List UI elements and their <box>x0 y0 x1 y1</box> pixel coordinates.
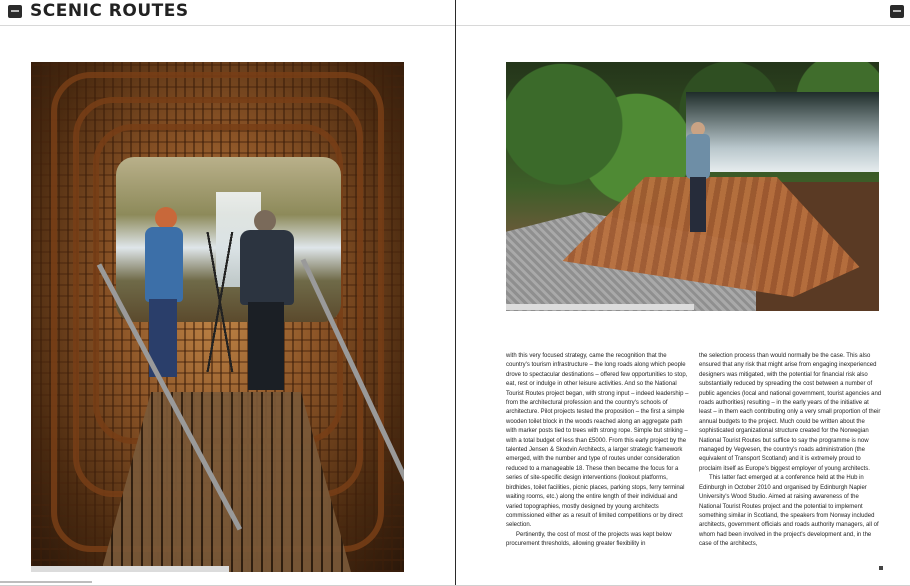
page-marker <box>879 566 883 570</box>
caption-bar <box>506 304 694 310</box>
caption-bar <box>31 566 229 572</box>
boardwalk-photo <box>506 62 879 311</box>
paragraph: Pertinently, the cost of most of the projects was kept below procurement thresholds, allowing greater flexibility in <box>506 531 672 548</box>
footer-rule <box>0 581 92 583</box>
article-column-2 <box>699 352 882 550</box>
menu-icon[interactable] <box>890 5 904 18</box>
page-spine <box>455 0 456 586</box>
cage-walkway-photo <box>31 62 404 572</box>
menu-icon[interactable] <box>8 5 22 18</box>
section-title: SCENIC ROUTES <box>30 1 189 21</box>
paragraph: the selection process than would normally be the case. This also ensured that any risk that might arise from engaging inexperienced designers was mitigated, with the potential for financial risk also substantially reduced by spreading the cost between a number of public agencies (local and national government, tourist agencies and roads authorities) resulting – in the early years of the initiative at least – in them each contributing only a very small proportion of their annual budgets to the project. Much could be written about the sophisticated organizational structure created for the Norwegian National Tourist Routes but suffice to say the programme is now managed by Vegvesen, the country's roads administration (the equivalent of Transport Scotland) and it is extremely proud to proclaim itself as Europe's biggest employer of young architects. <box>699 353 882 472</box>
paragraph: This latter fact emerged at a conference held at the Hub in Edinburgh in October 2010 and organised by Edinburgh Napier University's Wood Studio. Aimed at raising awareness of the National Tourist Routes project and the potential to implement something similar in Scotland, the speakers from Norway included architects, government officials and roads authority managers, all of whom had been involved in the project's development and, in the case of the architects, <box>699 475 879 548</box>
article-column-1 <box>506 352 689 550</box>
paragraph: with this very focused strategy, came the recognition that the country's tourism infrastructure – the long roads along which people drove to spectacular destinations – offered few opportunities to stop, eat, rest or indulge in other leisure activities. And so the National Tourist Routes project began, with strong input – indeed leadership – from the architectural profession and the country's schools of architecture. Pilot projects tested the proposition – the first a simple wooden toilet block in the woods reached along an aggregate path with marker posts tied to trees with strong rope. Simple but striking – with a total budget of less than £5000. From this early project by the talented Jensen & Skodvin Architects, a larger strategic framework emerged, with the number and type of routes under consideration reduced to a manageable 18. These then became the focus for a series of site-specific design interventions (lookout platforms, birdhides, toilet facilities, picnic places, parking stops, ferry terminal waiting rooms, etc.) along the entire length of their individual and varied topographies, mostly designed by young architects commissioned either as a result of limited competitions or by direct selection. <box>506 353 689 529</box>
